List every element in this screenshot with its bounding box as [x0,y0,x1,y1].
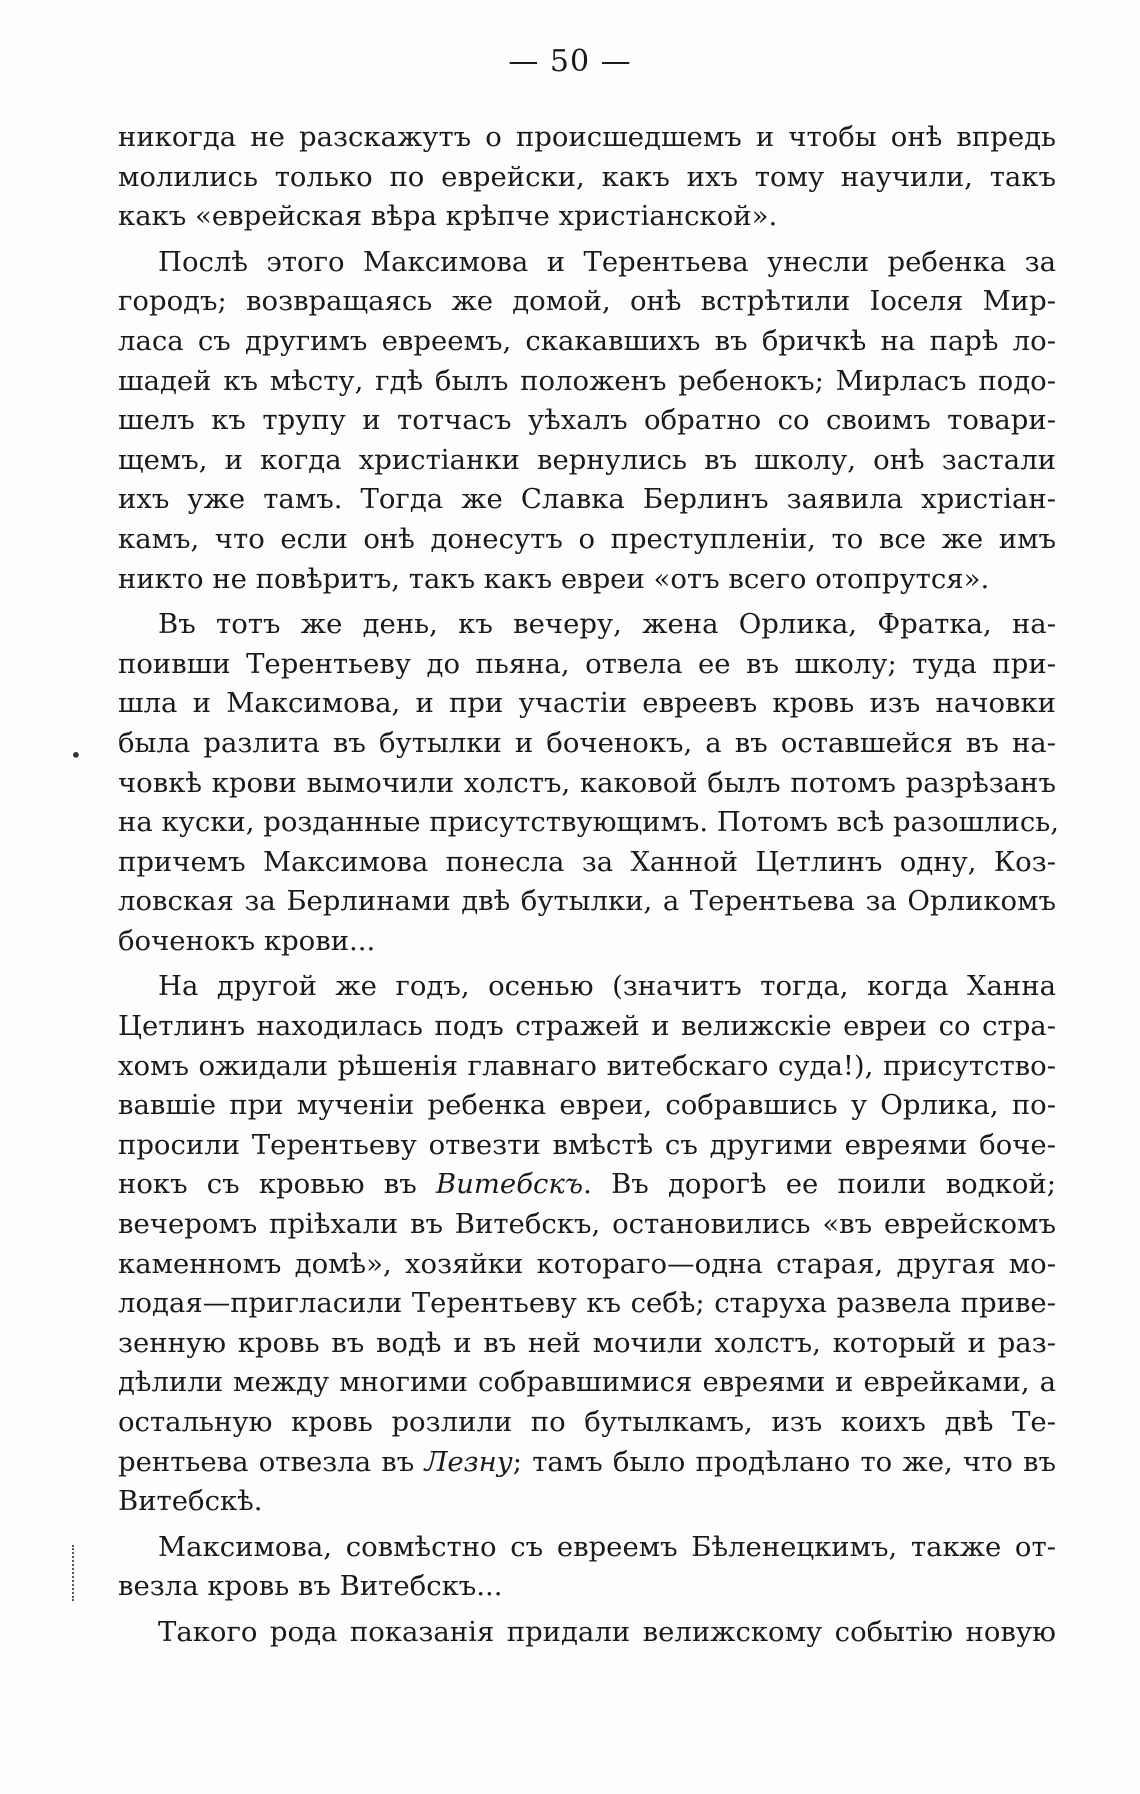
text-line: зенную кровь въ водѣ и въ ней мочили холстъ, который и раз- [118,1326,1056,1359]
text-line: боченокъ крови... [118,924,376,957]
text-segment: ; тамъ было продѣлано то же, что въ [512,1445,1056,1478]
text-line: шла и Максимова, и при участіи евреевъ кровь изъ начовки [118,687,1056,720]
text-line: щемъ, и когда христіанки вернулись въ школу, онѣ застали [118,443,1056,476]
text-line: городъ; возвращаясь же домой, онѣ встрѣтили Іоселя Мир- [118,285,1056,318]
text-line: лодая—пригласили Терентьеву къ себѣ; старуха развела приве- [118,1287,1056,1320]
text-line: никогда не разскажутъ о происшедшемъ и чтобы онѣ впредь [118,121,1056,153]
margin-dot-mark: • [70,743,82,767]
margin-dotted-mark [72,1545,78,1601]
text-line: Витебскѣ. [118,1485,263,1518]
text-line: просили Терентьеву отвезти вмѣстѣ съ другими евреями боче- [118,1128,1056,1161]
text-line: вавшіе при мученіи ребенка евреи, собравшись у Орлика, по- [118,1089,1056,1122]
text-line: Въ тотъ же день, къ вечеру, жена Орлика, Фратка, на- [158,608,1056,641]
paragraph-6 [118,1613,1056,1653]
text-line: човкѣ крови вымочили холстъ, каковой былъ потомъ разрѣзанъ [118,766,1056,799]
text-line: ловская за Берлинами двѣ бутылки, а Терентьева за Орликомъ [118,885,1056,918]
paragraph-3 [118,605,1060,961]
paragraph-2 [118,243,1056,599]
text-line: какъ «еврейская вѣра крѣпче христіанской». [118,200,778,233]
text-line: ихъ уже тамъ. Тогда же Славка Берлинъ заявила христіан- [118,483,1056,516]
text-line: Цетлинъ находилась подъ стражей и велижскіе евреи со стра- [118,1010,1056,1043]
paragraph-4 [118,967,1056,1521]
text-line: вечеромъ пріѣхали въ Витебскъ, остановились «въ еврейскомъ [118,1208,1056,1241]
text-line-with-italic [118,1443,1056,1483]
text-line: никто не повѣритъ, такъ какъ евреи «отъ всего отопрутся». [118,562,990,595]
text-segment: нокъ съ кровью въ [118,1168,436,1201]
text-line: шелъ къ трупу и тотчасъ уѣхалъ обратно со своимъ товари- [118,404,1056,437]
text-line: каменномъ домѣ», хозяйки котораго—одна старая, другая мо- [118,1247,1056,1280]
italic-place-name: Витебскъ [435,1168,584,1201]
text-line: Послѣ этого Максимова и Терентьева унесли ребенка за [158,245,1056,278]
text-line: была разлита въ бутылки и боченокъ, а въ оставшейся въ на- [118,726,1056,759]
text-line: хомъ ожидали рѣшенія главнаго витебскаго суда!), присутство- [118,1049,1056,1082]
text-line: молились только по еврейски, какъ ихъ тому научили, такъ [118,160,1056,193]
text-line: Максимова, совмѣстно съ евреемъ Бѣленецкимъ, также от- [158,1530,1056,1563]
text-line: камъ, что если онѣ донесутъ о преступленіи, то все же имъ [118,522,1056,555]
text-line: остальную кровь розлили по бутылкамъ, изъ коихъ двѣ Те- [118,1406,1056,1438]
text-line: Такого рода показанія придали велижскому событію новую [158,1615,1056,1648]
text-line: причемъ Максимова понесла за Ханной Цетлинъ одну, Коз- [118,845,1056,878]
text-segment: рентьева отвезла въ [118,1445,425,1478]
text-line: поивши Терентьеву до пьяна, отвела ее въ школу; туда при- [118,647,1056,680]
paragraph-1 [118,118,1056,237]
text-line: шадей къ мѣсту, гдѣ былъ положенъ ребенокъ; Мирласъ подо- [118,364,1056,397]
text-line: дѣлили между многими собравшимися евреями и еврейками, а [118,1366,1056,1399]
text-line: ласа съ другимъ евреемъ, скакавшихъ въ бричкѣ на парѣ ло- [118,324,1056,357]
text-line: на куски, розданные присутствующимъ. Потомъ всѣ разошлись, [118,806,1060,839]
italic-place-name: Лезну [424,1445,513,1478]
text-line-with-italic [118,1165,1056,1205]
page-number: — 50 — [508,44,632,79]
text-line: везла кровь въ Витебскъ... [118,1570,503,1603]
text-segment: . Въ дорогѣ ее поили водкой; [583,1168,1057,1201]
paragraph-5 [118,1528,1056,1607]
text-line: На другой же годъ, осенью (значитъ тогда, когда Ханна [158,970,1056,1003]
page-body-text [118,118,1060,1653]
